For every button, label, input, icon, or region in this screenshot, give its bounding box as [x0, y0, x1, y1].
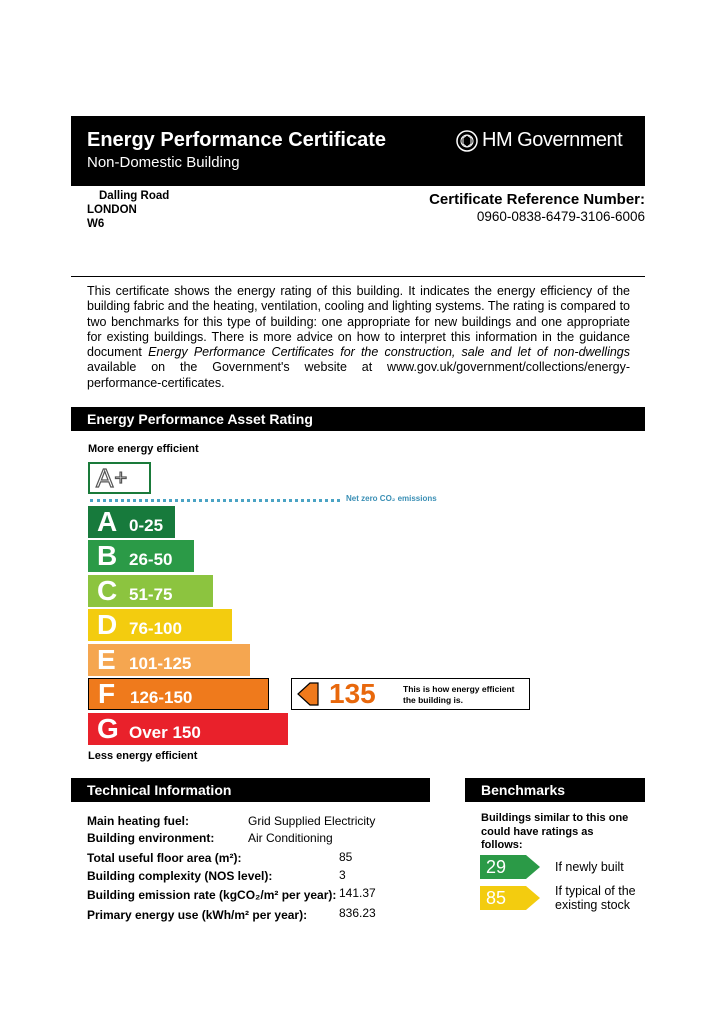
- hm-government-logo: [456, 129, 622, 152]
- rating-band-b: [88, 540, 194, 572]
- address-line-3: W6: [87, 218, 105, 230]
- band-a-letter: A: [97, 506, 118, 537]
- royal-crest-icon: [456, 130, 478, 152]
- benchmark-new-label: If newly built: [555, 860, 624, 874]
- band-d-range: 76-100: [129, 619, 182, 638]
- band-b-range: 26-50: [129, 550, 173, 569]
- certificate-reference-number: 0960-0838-6479-3106-6006: [476, 209, 645, 224]
- current-rating-indicator: [291, 678, 530, 710]
- band-b-letter: B: [97, 540, 118, 571]
- asset-rating-section-header: [71, 407, 645, 431]
- intro-text-2: available on the Government's website at www.gov.uk/government/collections/energy-performance-certificates.: [87, 360, 630, 390]
- tech-value-floor-area: 85: [339, 850, 353, 864]
- benchmarks-title: Benchmarks: [481, 782, 566, 798]
- band-g-range: Over 150: [129, 723, 201, 742]
- technical-info-title: Technical Information: [87, 782, 232, 798]
- tech-label-floor-area: Total useful floor area (m²):: [87, 851, 242, 865]
- certificate-title: Energy Performance Certificate: [87, 129, 387, 151]
- benchmark-new-arrow: [480, 855, 540, 879]
- rating-band-d: [88, 609, 232, 641]
- rating-band-a: [88, 506, 175, 538]
- rating-band-g: [88, 713, 288, 745]
- intro-guidance-title: Energy Performance Certificates for the construction, sale and let of non-dwellings: [148, 345, 630, 360]
- rating-band-a-plus: [88, 462, 151, 494]
- intro-text-1: This certificate shows the energy rating of this building. It indicates the energy efficiency of the building fabric and the heating, ventilation, cooling and lighting systems. The rating is compared to two benchmarks for this type of building: one appropriate for new buildings and one appropriate for existing buildings. There is more advice on how to interpret this information in the guidance document: [87, 284, 630, 360]
- a-plus-letter: A: [96, 462, 114, 493]
- address-line-1: Dalling Road: [99, 190, 170, 202]
- technical-info-section-header: [71, 778, 430, 802]
- tech-label-complexity: Building complexity (NOS level):: [87, 869, 273, 883]
- rating-band-f: [88, 678, 269, 710]
- address-line-2: LONDON: [87, 204, 137, 216]
- current-rating-value: 135: [329, 678, 376, 709]
- certificate-subtitle: Non-Domestic Building: [87, 154, 240, 171]
- less-efficient-label: Less energy efficient: [88, 750, 198, 762]
- benchmark-typical-value: 85: [486, 888, 507, 908]
- band-e-letter: E: [97, 644, 116, 675]
- tech-label-heating-fuel: Main heating fuel:: [87, 814, 189, 828]
- current-rating-caption: This is how energy efficient the building is.: [403, 684, 515, 705]
- intro-paragraph: [87, 284, 630, 391]
- rating-pointer-arrow-icon: [296, 682, 320, 706]
- band-e-range: 101-125: [129, 654, 192, 673]
- band-a-range: 0-25: [129, 516, 164, 535]
- rating-band-c: [88, 575, 213, 607]
- divider: [71, 276, 645, 277]
- band-g-letter: G: [97, 713, 119, 744]
- a-plus-sign: +: [114, 465, 128, 490]
- benchmarks-section-header: [465, 778, 645, 802]
- net-zero-line: [90, 499, 340, 502]
- benchmark-typical-arrow: [480, 886, 540, 910]
- tech-value-emission-rate: 141.37: [339, 886, 376, 900]
- tech-value-primary-energy: 836.23: [339, 906, 376, 920]
- tech-value-environment: Air Conditioning: [248, 831, 333, 845]
- hm-government-text: HM Government: [482, 129, 623, 151]
- tech-label-environment: Building environment:: [87, 831, 215, 845]
- rating-band-e: [88, 644, 250, 676]
- tech-value-heating-fuel: Grid Supplied Electricity: [248, 814, 376, 828]
- certificate-reference-label: Certificate Reference Number:: [429, 191, 645, 208]
- tech-label-emission-rate: Building emission rate (kgCO₂/m² per year):: [87, 888, 337, 902]
- certificate-header: [71, 116, 645, 186]
- asset-rating-title: Energy Performance Asset Rating: [87, 411, 313, 427]
- band-c-range: 51-75: [129, 585, 173, 604]
- band-d-letter: D: [97, 609, 118, 640]
- benchmark-typical-label: If typical of the existing stock: [555, 884, 636, 912]
- net-zero-label: Net zero CO₂ emissions: [346, 494, 437, 503]
- more-efficient-label: More energy efficient: [88, 443, 199, 455]
- band-c-letter: C: [97, 575, 118, 606]
- band-f-range: 126-150: [130, 688, 193, 707]
- benchmarks-intro: Buildings similar to this one could have ratings as follows:: [481, 812, 629, 851]
- band-f-letter: F: [98, 678, 116, 709]
- tech-label-primary-energy: Primary energy use (kWh/m² per year):: [87, 908, 308, 922]
- benchmark-new-value: 29: [486, 857, 507, 877]
- tech-value-complexity: 3: [339, 868, 346, 882]
